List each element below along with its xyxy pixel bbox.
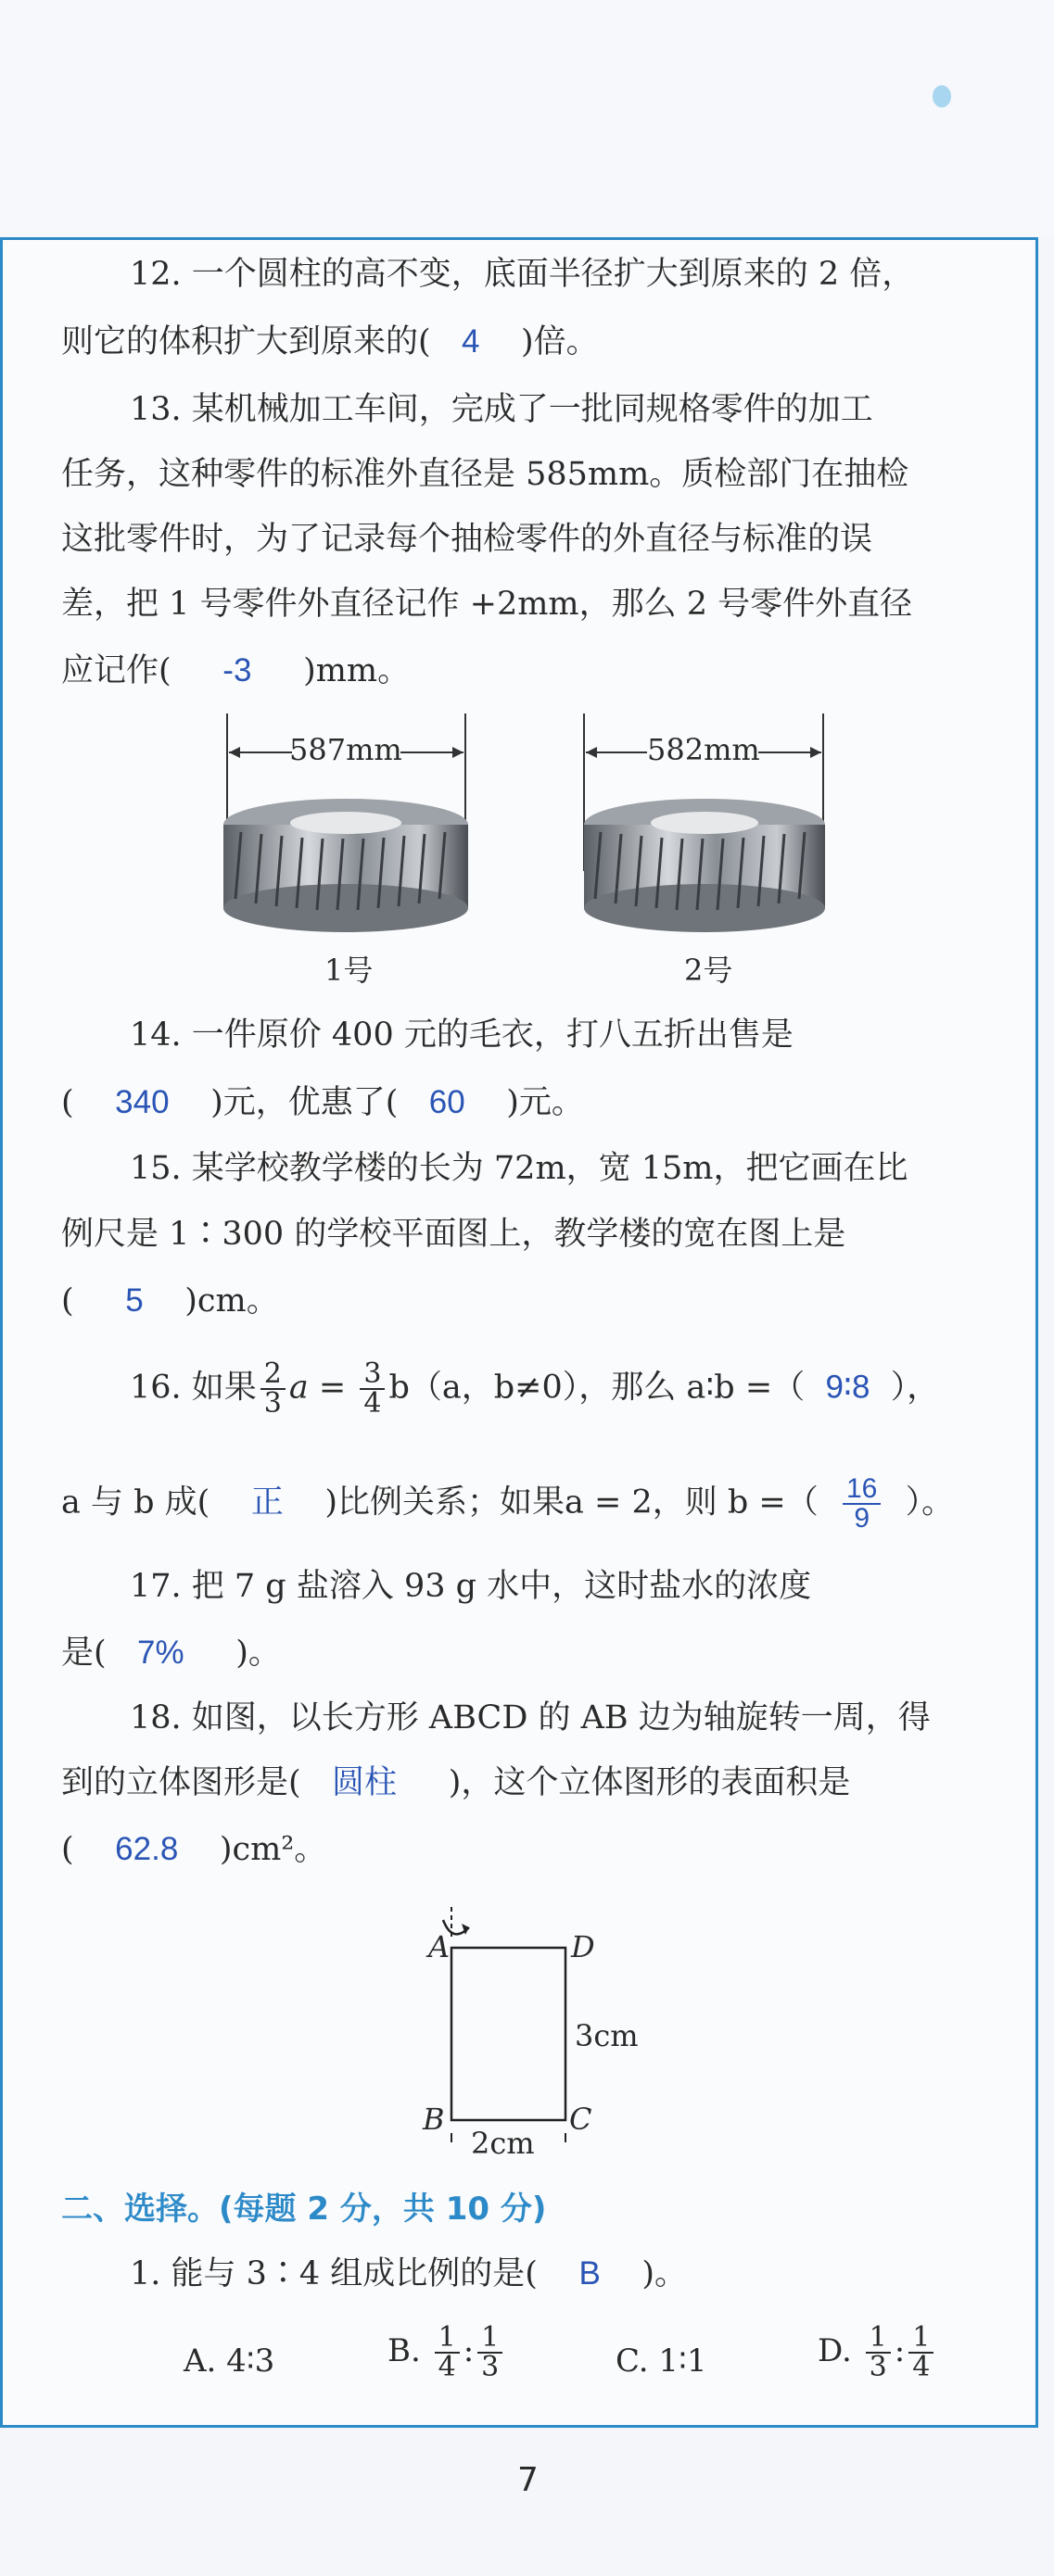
option-b: B. $\frac{1}{4}$ : $\frac{1}{3}$ <box>387 2324 506 2381</box>
q13-line3: 这批零件时，为了记录每个抽检零件的外直径与标准的误 <box>61 521 873 558</box>
fraction-numerator: 1 <box>866 2324 891 2354</box>
point-d-label: D <box>571 1929 595 1964</box>
gear-2-dimension: 582mm <box>647 732 760 767</box>
mc1-answer: B <box>578 2255 601 2292</box>
q16-line1 <box>130 1357 940 1420</box>
q13-text-end: )mm。 <box>303 652 411 689</box>
page-number: 7 <box>517 2461 539 2499</box>
q15-line2: 例尺是 1∶300 的学校平面图上，教学楼的宽在图上是 <box>61 1216 846 1253</box>
q15-text-b: )cm。 <box>184 1282 279 1320</box>
q18-text-b: )，这个立体图形的表面积是 <box>448 1764 851 1801</box>
fraction-numerator: 1 <box>435 2324 460 2354</box>
fraction-denominator: 4 <box>912 2351 931 2383</box>
fraction-1-3 <box>477 2321 502 2383</box>
option-a: A. 4∶3 <box>184 2342 275 2380</box>
fraction-denominator: 9 <box>854 1503 870 1534</box>
q14-line2 <box>61 1080 584 1125</box>
q18-line3 <box>61 1827 326 1872</box>
q14-text-c: )元。 <box>506 1084 584 1121</box>
fraction-1-4 <box>908 2321 933 2383</box>
option-c: C. 1∶1 <box>616 2342 707 2380</box>
q16-answer-2: 正 <box>250 1484 284 1521</box>
fraction-numerator: 3 <box>360 1360 385 1390</box>
mc1-text-b: )。 <box>641 2255 688 2292</box>
fraction-numerator: 16 <box>843 1475 881 1505</box>
q16-text-end: ）， <box>890 1369 940 1407</box>
fraction-numerator: 1 <box>477 2324 502 2354</box>
q18-line2 <box>61 1761 850 1805</box>
fraction-denominator: 3 <box>263 1387 282 1420</box>
q15-text-a: ( <box>61 1282 74 1320</box>
q16-text-c: ）。 <box>905 1484 955 1522</box>
q16-answer-1: 9∶8 <box>825 1369 870 1406</box>
page-top-margin <box>0 0 1054 237</box>
option-d-label: D. <box>818 2332 852 2369</box>
q13-answer: -3 <box>222 652 252 688</box>
q13-line5 <box>61 649 410 693</box>
q18-text-d: )cm²。 <box>219 1831 327 1868</box>
q13-line1: 13. 某机械加工车间，完成了一批同规格零件的加工 <box>130 391 873 428</box>
option-d: D. $\frac{1}{3}$ : $\frac{1}{4}$ <box>818 2324 937 2381</box>
fraction-denominator: 3 <box>869 2351 887 2383</box>
q16-text-mid: b（a，b≠0），那么 a∶b =（ <box>388 1369 806 1407</box>
q17-line2 <box>61 1631 281 1675</box>
rectangle-abcd <box>451 1948 565 2120</box>
q13-line4: 差，把 1 号零件外直径记作 +2mm，那么 2 号零件外直径 <box>61 586 913 623</box>
q12-text: 则它的体积扩大到原来的( <box>61 323 431 360</box>
section-heading: 二、选择。(每题 2 分，共 10 分) <box>61 2191 547 2228</box>
fraction-1-3 <box>866 2321 891 2383</box>
q16-text-b: )比例关系；如果a = 2，则 b =（ <box>324 1484 819 1522</box>
q15-line1: 15. 某学校教学楼的长为 72m，宽 15m，把它画在比 <box>130 1150 908 1187</box>
q16-line2 <box>61 1475 954 1533</box>
q18-line1: 18. 如图，以长方形 ABCD 的 AB 边为轴旋转一周，得 <box>130 1699 931 1736</box>
fraction-denominator: 4 <box>438 2351 456 2383</box>
q16-answer-3 <box>843 1475 881 1533</box>
q16-text-a: a 与 b 成( <box>61 1484 210 1522</box>
q14-line1: 14. 一件原价 400 元的毛衣，打八五折出售是 <box>130 1017 794 1054</box>
q12-answer: 4 <box>462 323 480 360</box>
mc1-question <box>130 2252 687 2296</box>
q17-text-a: 是( <box>61 1635 107 1672</box>
q18-answer-1: 圆柱 <box>332 1764 398 1800</box>
ink-dot <box>933 85 951 107</box>
q12-line2 <box>61 320 599 364</box>
fraction-numerator: 1 <box>908 2324 933 2354</box>
fraction-denominator: 4 <box>363 1387 382 1420</box>
q18-text-a: 到的立体图形是( <box>61 1764 301 1801</box>
gear-2-label: 2号 <box>684 953 733 988</box>
fraction-denominator: 3 <box>481 2351 500 2383</box>
fraction-3-4 <box>360 1357 385 1420</box>
q17-line1: 17. 把 7 g 盐溶入 93 g 水中，这时盐水的浓度 <box>130 1568 812 1605</box>
q16-equals: = <box>308 1369 357 1407</box>
gear-1-label: 1号 <box>324 953 374 988</box>
q14-text-a: ( <box>61 1084 74 1121</box>
point-a-label: A <box>428 1929 451 1964</box>
q14-answer-2: 60 <box>428 1084 465 1120</box>
q12-text-end: )倍。 <box>521 323 599 360</box>
mc1-text-a: 1. 能与 3∶4 组成比例的是( <box>130 2255 538 2292</box>
q14-answer-1: 340 <box>115 1084 170 1120</box>
bottom-length-label: 2cm <box>471 2126 535 2161</box>
q12-line1: 12. 一个圆柱的高不变，底面半径扩大到原来的 2 倍， <box>130 256 915 293</box>
gear-1-dimension: 587mm <box>289 732 402 767</box>
q14-text-b: )元，优惠了( <box>210 1084 399 1121</box>
q15-line3 <box>61 1279 279 1323</box>
point-b-label: B <box>423 2102 445 2137</box>
side-length-label: 3cm <box>575 2018 639 2053</box>
q16-var-a: a <box>288 1369 309 1407</box>
q17-text-b: )。 <box>235 1635 281 1672</box>
fraction-numerator: 2 <box>260 1360 286 1390</box>
q18-text-c: ( <box>61 1831 74 1868</box>
q13-line2: 任务，这种零件的标准外直径是 585mm。质检部门在抽检 <box>61 456 909 493</box>
q15-answer: 5 <box>125 1282 144 1319</box>
q17-answer: 7% <box>137 1635 184 1671</box>
q18-answer-2: 62.8 <box>115 1831 179 1867</box>
q16-text-pre: 16. 如果 <box>130 1369 257 1407</box>
option-b-label: B. <box>387 2332 421 2369</box>
q13-text: 应记作( <box>61 652 171 689</box>
fraction-1-4 <box>435 2321 460 2383</box>
fraction-2-3 <box>260 1357 286 1420</box>
point-c-label: C <box>569 2102 592 2137</box>
